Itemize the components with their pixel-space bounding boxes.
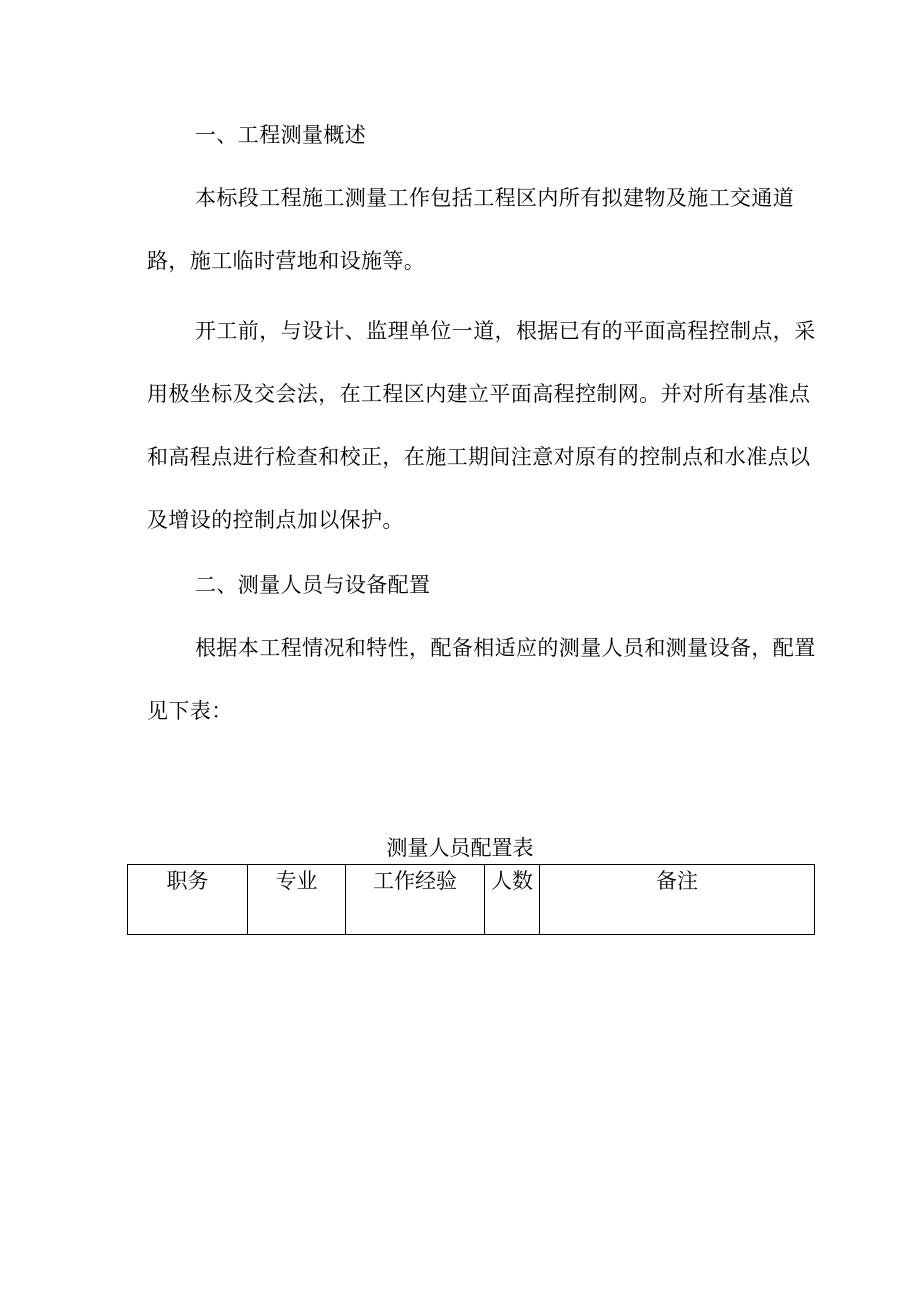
header-remarks: 备注 [540,865,815,935]
section1-paragraph-2: 开工前，与设计、监理单位一道，根据已有的平面高程控制点，采用极坐标及交会法，在工程区内建立平面高程控制网。并对所有基准点和高程点进行检查和校正，在施工期间注意对原有的控制点和水准点以及增设的控制点加以保护。 [147,319,816,532]
table-title: 测量人员配置表 [386,836,534,860]
section2-paragraph-1: 根据本工程情况和特性，配备相适应的测量人员和测量设备，配置见下表： [147,636,816,723]
section2-heading: 二、测量人员与设备配置 [195,573,431,597]
section1-paragraph-1: 本标段工程施工测量工作包括工程区内所有拟建物及施工交通道路，施工临时营地和设施等。 [147,186,795,273]
header-experience: 工作经验 [346,865,485,935]
header-specialty: 专业 [248,865,346,935]
header-position: 职务 [128,865,248,935]
staff-config-table [127,864,815,935]
header-count: 人数 [485,865,540,935]
section1-heading: 一、工程测量概述 [195,123,367,147]
table-header-row [128,865,815,935]
